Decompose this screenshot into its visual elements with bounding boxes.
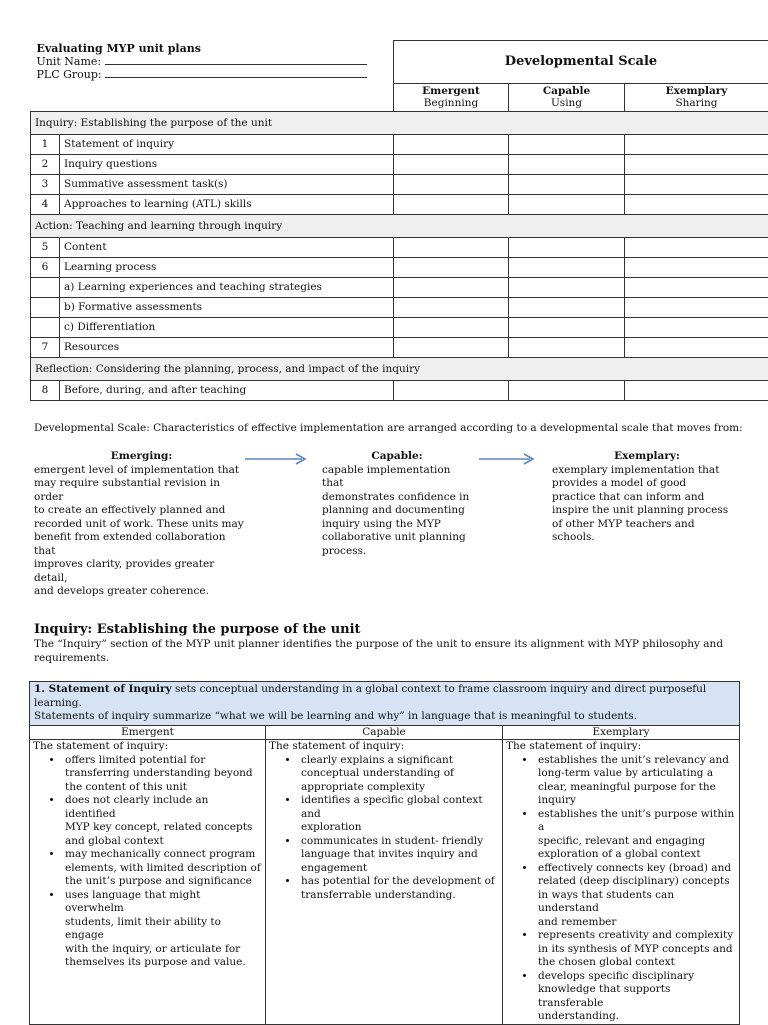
list-item: • uses language that might overwhelm students, limit their ability to engage with the inquiry, or articulate for themselves its purpose and value. (63, 889, 262, 970)
table-row: 5 Content (31, 237, 768, 257)
criteria-table (29, 681, 740, 1025)
rating-cell[interactable] (509, 317, 625, 337)
rating-cell[interactable] (394, 380, 509, 400)
list-item: • develops specific disciplinary knowledge that supports transferable understanding. (536, 970, 736, 1024)
rating-cell[interactable] (625, 297, 768, 317)
rating-cell[interactable] (509, 380, 625, 400)
table-row: b) Formative assessments (31, 297, 768, 317)
evaluation-table (30, 40, 768, 401)
list-item: • effectively connects key (broad) and related (deep disciplinary) concepts in ways that students can understand and remember (536, 862, 736, 930)
rating-cell[interactable] (394, 317, 509, 337)
rating-cell[interactable] (509, 297, 625, 317)
emerging-heading: Emerging: (34, 450, 249, 464)
rating-cell[interactable] (509, 134, 625, 154)
rating-cell[interactable] (625, 257, 768, 277)
level-emergent: Emergent Beginning (394, 83, 509, 111)
unit-name-field[interactable] (105, 55, 367, 65)
table-row: 4 Approaches to learning (ATL) skills (31, 194, 768, 214)
list-item: • represents creativity and complexity in its synthesis of MYP concepts and the chosen global context (536, 929, 736, 970)
unit-name-label: Unit Name: (37, 55, 102, 68)
section-inquiry: Inquiry: Establishing the purpose of the unit (31, 111, 768, 134)
plc-group-label: PLC Group: (37, 68, 102, 81)
section-action: Action: Teaching and learning through inquiry (31, 214, 768, 237)
list-item: • does not clearly include an identified MYP key concept, related concepts and global context (63, 794, 262, 848)
rating-cell[interactable] (509, 277, 625, 297)
list-item: • communicates in student- friendly language that invites inquiry and engagement (299, 835, 499, 876)
table-row: 3 Summative assessment task(s) (31, 174, 768, 194)
criteria-header: 1. Statement of Inquiry sets conceptual understanding in a global context to frame classroom inquiry and direct purposeful learning. Statements of inquiry summarize “what we will be learning and why” in language that is meaningful to students. (30, 682, 740, 726)
arrow-right-icon (478, 452, 536, 466)
table-row: a) Learning experiences and teaching strategies (31, 277, 768, 297)
level-capable: Capable Using (509, 83, 625, 111)
list-item: • has potential for the development of transferrable understanding. (299, 875, 499, 902)
list-item: • clearly explains a significant conceptual understanding of appropriate complexity (299, 754, 499, 795)
rating-cell[interactable] (394, 257, 509, 277)
rating-cell[interactable] (625, 194, 768, 214)
table-row: 6 Learning process (31, 257, 768, 277)
plc-group-field[interactable] (105, 68, 367, 78)
table-row: 7 Resources (31, 337, 768, 357)
rating-cell[interactable] (625, 277, 768, 297)
rating-cell[interactable] (394, 174, 509, 194)
rating-cell[interactable] (394, 297, 509, 317)
rating-cell[interactable] (394, 237, 509, 257)
list-item: • identifies a specific global context and exploration (299, 794, 499, 835)
scale-title: Developmental Scale (394, 41, 768, 84)
criteria-emergent-cell: The statement of inquiry: • offers limited potential for transferring understanding beyond the content of this unit • does not clearly include an identified MYP key concept, related concepts and global context • may mechanically connect program elements, with limited description of the unit’s purpose and significance • uses language that might overwhelm students, limit their ability to engage with the inquiry, or articulate for themselves its purpose and value. (30, 740, 266, 1025)
header-block (31, 41, 394, 112)
arrow-right-icon (244, 452, 308, 466)
list-item: • offers limited potential for transferring understanding beyond the content of this unit (63, 754, 262, 795)
list-item: • establishes the unit’s relevancy and long-term value by articulating a clear, meaningful purpose for the inquiry (536, 754, 736, 808)
section-reflection: Reflection: Considering the planning, process, and impact of the inquiry (31, 357, 768, 380)
list-item: • may mechanically connect program elements, with limited description of the unit’s purpose and significance (63, 848, 262, 889)
rating-cell[interactable] (625, 134, 768, 154)
rating-cell[interactable] (625, 174, 768, 194)
inquiry-heading: Inquiry: Establishing the purpose of the unit (34, 622, 361, 637)
rating-cell[interactable] (509, 174, 625, 194)
criteria-level-exemplary: Exemplary (503, 725, 740, 740)
rating-cell[interactable] (625, 337, 768, 357)
rating-cell[interactable] (394, 154, 509, 174)
rating-cell[interactable] (509, 154, 625, 174)
criteria-title: 1. Statement of Inquiry (34, 683, 172, 695)
rating-cell[interactable] (509, 337, 625, 357)
exemplary-heading: Exemplary: (552, 450, 742, 464)
table-row: 1 Statement of inquiry (31, 134, 768, 154)
scale-capable: Capable: capable implementation that demonstrates confidence in planning and documenting inquiry using the MYP collaborative unit planning process. (322, 450, 472, 558)
rating-cell[interactable] (394, 134, 509, 154)
level-exemplary: Exemplary Sharing (625, 83, 768, 111)
rating-cell[interactable] (625, 317, 768, 337)
scale-emerging: Emerging: emergent level of implementation that may require substantial revision in order to create an effectively planned and recorded unit of work. These units may benefit from extended collaboration that improves clarity, provides greater detail, and develops greater coherence. (34, 450, 249, 599)
scale-exemplary: Exemplary: exemplary implementation that provides a model of good practice that can inform and inspire the unit planning process of other MYP teachers and schools. (552, 450, 742, 545)
capable-heading: Capable: (322, 450, 472, 464)
rating-cell[interactable] (394, 337, 509, 357)
inquiry-description: The “Inquiry” section of the MYP unit planner identifies the purpose of the unit to ensure its alignment with MYP philosophy and requirements. (34, 638, 723, 665)
table-row: 8 Before, during, and after teaching (31, 380, 768, 400)
table-row: 2 Inquiry questions (31, 154, 768, 174)
rating-cell[interactable] (625, 154, 768, 174)
criteria-capable-cell: The statement of inquiry: • clearly explains a significant conceptual understanding of appropriate complexity • identifies a specific global context and exploration • communicates in student- friendly language that invites inquiry and engagement • has potential for the development of transferrable understanding. (266, 740, 503, 1025)
rating-cell[interactable] (509, 194, 625, 214)
rating-cell[interactable] (394, 194, 509, 214)
rating-cell[interactable] (625, 237, 768, 257)
rating-cell[interactable] (625, 380, 768, 400)
table-row: c) Differentiation (31, 317, 768, 337)
criteria-exemplary-cell: The statement of inquiry: • establishes the unit’s relevancy and long-term value by articulating a clear, meaningful purpose for the inquiry • establishes the unit’s purpose within a specific, relevant and engaging exploration of a global context • effectively connects key (broad) and related (deep disciplinary) concepts in ways that students can understand and remember • represents creativity and complexity in its synthesis of MYP concepts and the chosen global context • develops specific disciplinary knowledge that supports transferable understanding. (503, 740, 740, 1025)
rating-cell[interactable] (394, 277, 509, 297)
list-item: • establishes the unit’s purpose within a specific, relevant and engaging exploration of a global context (536, 808, 736, 862)
rating-cell[interactable] (509, 237, 625, 257)
criteria-level-emergent: Emergent (30, 725, 266, 740)
dev-scale-intro: Developmental Scale: Characteristics of effective implementation are arranged according to a developmental scale that moves from: (34, 422, 743, 436)
page-title: Evaluating MYP unit plans (37, 43, 388, 55)
rating-cell[interactable] (509, 257, 625, 277)
criteria-level-capable: Capable (266, 725, 503, 740)
